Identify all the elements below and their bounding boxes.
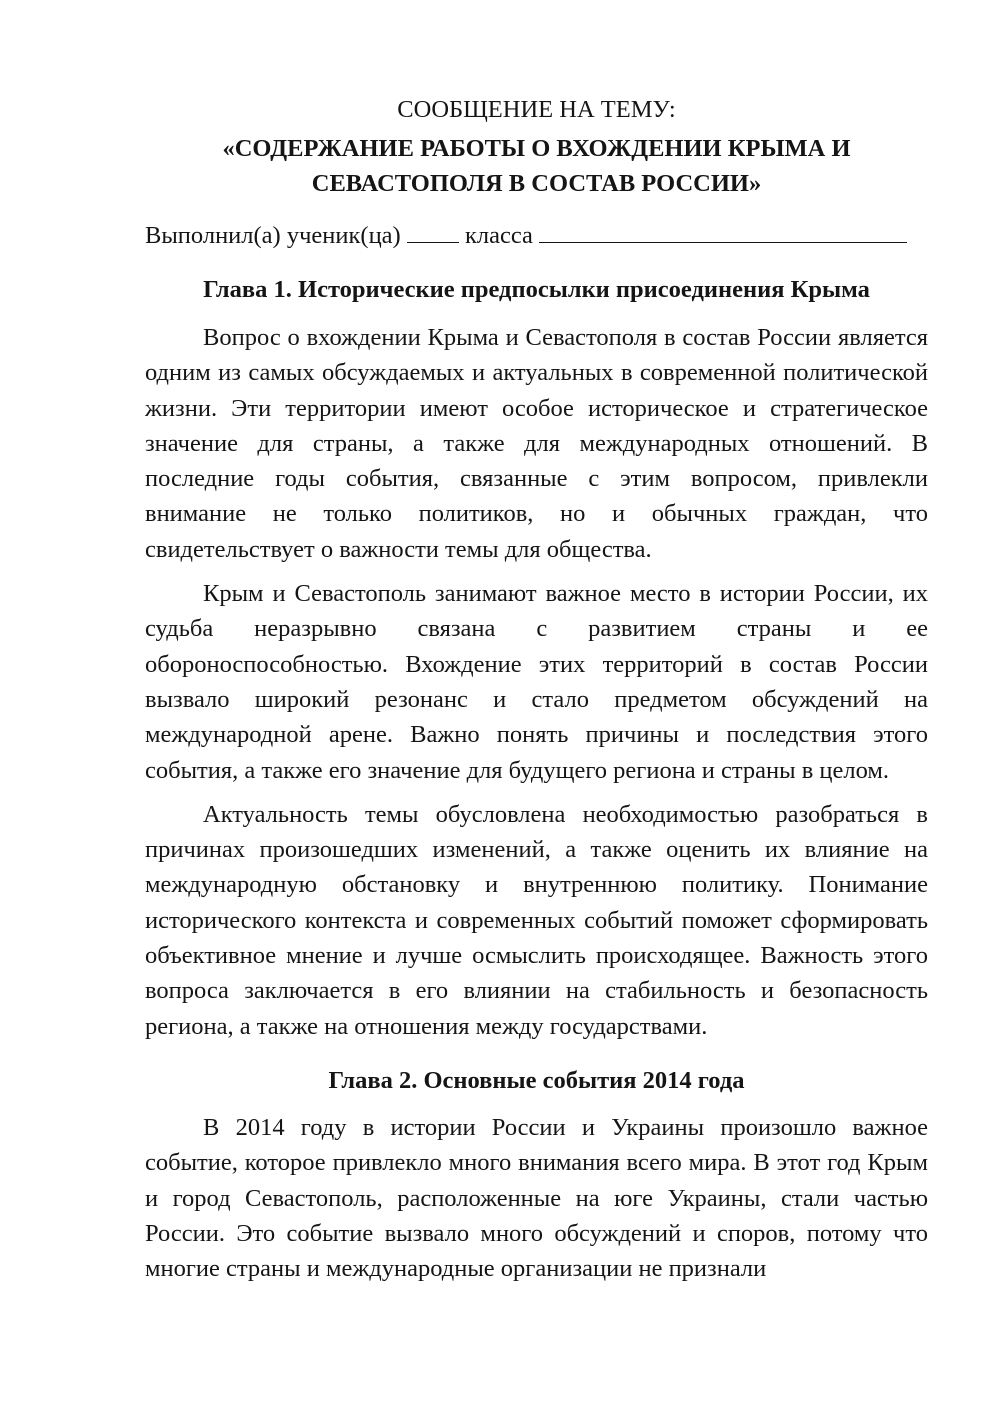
- class-label: класса: [464, 222, 533, 249]
- chapter-1-paragraph-1: Вопрос о вхождении Крыма и Севастополя в состав России является одним из самых обсуждаемых и актуальных в современной политической жизни. Эти территории имеют особое историческое и стратегическое значение для страны, а также для международных отношений. В последние годы события, связанные с этим вопросом, привлекли внимание не только политиков, но и обычных граждан, что свидетельствует о важности темы для общества.: [145, 324, 928, 563]
- document-title: [145, 131, 928, 201]
- chapter-2-heading: Глава 2. Основные события 2014 года: [328, 1066, 745, 1094]
- document-header: СООБЩЕНИЕ НА ТЕМУ:: [397, 96, 676, 123]
- chapter-1-paragraph-2: Крым и Севастополь занимают важное место в истории России, их судьба неразрывно связана с развитием страны и ее обороноспособностью. Вхождение этих территорий в состав России вызвало широкий резонанс и стало предметом обсуждений на международной арене. Важно понять причины и последствия этого события, а также его значение для будущего региона и страны в целом.: [145, 580, 928, 784]
- chapter-1-heading: Глава 1. Исторические предпосылки присоединения Крыма: [203, 276, 870, 303]
- chapter-1-paragraph-3: Актуальность темы обусловлена необходимостью разобраться в причинах произошедших изменений, а также оценить их влияние на международную обстановку и внутреннюю политику. Понимание исторического контекста и современных событий поможет сформировать объективное мнение и лучше осмыслить происходящее. Важность этого вопроса заключается в его влиянии на стабильность и безопасность региона, а также на отношения между государствами.: [145, 800, 928, 1040]
- document-title-line-2: СЕВАСТОПОЛЯ В СОСТАВ РОССИИ»: [311, 170, 762, 197]
- student-name-blank: [539, 220, 907, 243]
- document-title-line-1: «СОДЕРЖАНИЕ РАБОТЫ О ВХОЖДЕНИИ КРЫМА И: [222, 135, 851, 162]
- performer-label: Выполнил(а) ученик(ца): [145, 222, 401, 249]
- document-page: [145, 92, 928, 1286]
- chapter-2-paragraph-1: В 2014 году в истории России и Украины произошло важное событие, которое привлекло много внимания всего мира. В этот год Крым и город Севастополь, расположенные на юге Украины, стали частью России. Это событие вызвало много обсуждений и споров, потому что многие страны и международные организации не признали: [145, 1113, 928, 1283]
- performer-line: [145, 218, 928, 254]
- class-number-blank: [407, 220, 459, 243]
